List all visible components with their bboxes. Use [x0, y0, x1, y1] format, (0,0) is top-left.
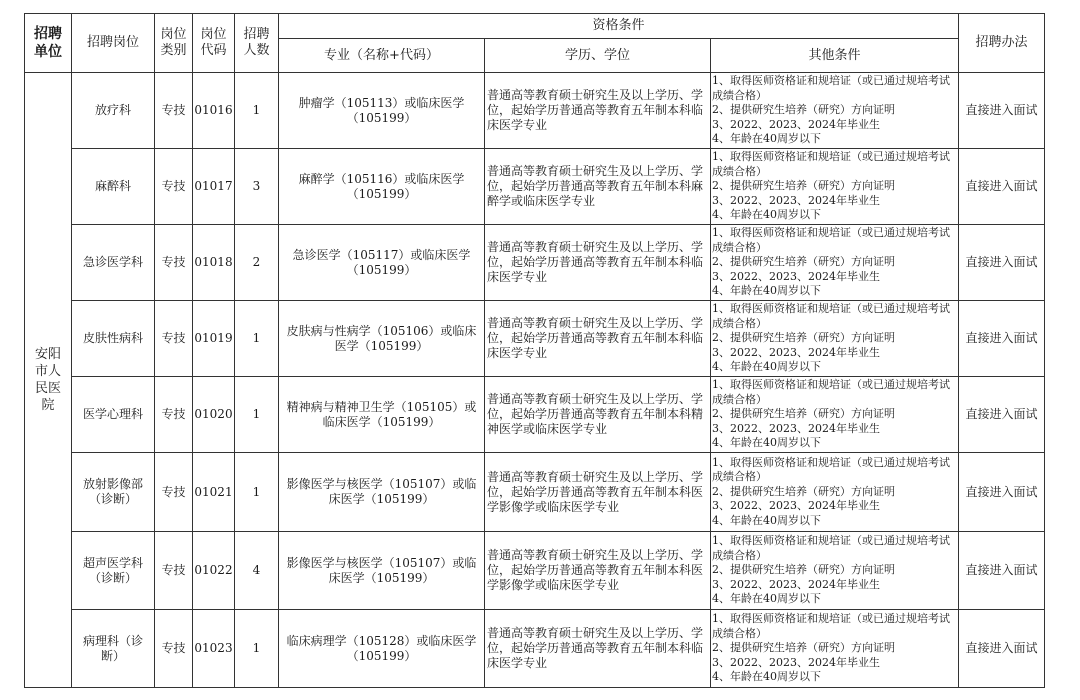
other-conditions-cell: [711, 301, 959, 377]
other-conditions-cell: [711, 149, 959, 225]
major-cell: 精神病与精神卫生学（105105）或临床医学（105199）: [279, 377, 485, 453]
code-cell: 01019: [193, 301, 235, 377]
position-cell: 病理科（诊断）: [72, 610, 155, 688]
header-education: 学历、学位: [485, 39, 711, 73]
method-cell: 直接进入面试: [959, 301, 1045, 377]
table-body: [25, 73, 1045, 688]
condition-line: 4、年龄在40周岁以下: [712, 360, 821, 374]
category-cell: 专技: [155, 532, 193, 610]
condition-line: 3、2022、2023、2024年毕业生: [712, 499, 880, 513]
count-cell: 1: [235, 377, 279, 453]
condition-line: 1、取得医师资格证和规培证（或已通过规培考试成绩合格）: [712, 455, 950, 484]
condition-line: 1、取得医师资格证和规培证（或已通过规培考试成绩合格）: [712, 378, 950, 406]
major-cell: 影像医学与核医学（105107）或临床医学（105199）: [279, 532, 485, 610]
position-cell: 急诊医学科: [72, 225, 155, 301]
other-conditions-cell: [711, 73, 959, 149]
table-row: [25, 149, 1045, 225]
condition-line: 4、年龄在40周岁以下: [712, 670, 821, 684]
category-cell: 专技: [155, 225, 193, 301]
other-conditions-cell: [711, 377, 959, 453]
condition-line: 3、2022、2023、2024年毕业生: [712, 269, 880, 283]
condition-line: 3、2022、2023、2024年毕业生: [712, 345, 880, 359]
condition-line: 4、年龄在40周岁以下: [712, 132, 821, 146]
header-qualifications: 资格条件: [279, 14, 959, 39]
category-cell: 专技: [155, 610, 193, 688]
major-cell: 急诊医学（105117）或临床医学（105199）: [279, 225, 485, 301]
category-cell: 专技: [155, 377, 193, 453]
table-row: [25, 532, 1045, 610]
education-cell: 普通高等教育硕士研究生及以上学历、学位，起始学历普通高等教育五年制本科临床医学专业: [485, 73, 711, 149]
condition-line: 2、提供研究生培养（研究）方向证明: [712, 484, 895, 498]
method-cell: 直接进入面试: [959, 453, 1045, 532]
position-cell: 麻醉科: [72, 149, 155, 225]
education-cell: 普通高等教育硕士研究生及以上学历、学位，起始学历普通高等教育五年制本科临床医学专业: [485, 225, 711, 301]
condition-line: 3、2022、2023、2024年毕业生: [712, 117, 880, 131]
category-cell: 专技: [155, 149, 193, 225]
code-cell: 01022: [193, 532, 235, 610]
method-cell: 直接进入面试: [959, 149, 1045, 225]
education-cell: 普通高等教育硕士研究生及以上学历、学位，起始学历普通高等教育五年制本科麻醉学或临床医学专业: [485, 149, 711, 225]
category-cell: 专技: [155, 301, 193, 377]
header-position: 招聘岗位: [72, 14, 155, 73]
method-cell: 直接进入面试: [959, 377, 1045, 453]
major-cell: 影像医学与核医学（105107）或临床医学（105199）: [279, 453, 485, 532]
code-cell: 01018: [193, 225, 235, 301]
header-unit: 招聘 单位: [25, 14, 72, 73]
condition-line: 4、年龄在40周岁以下: [712, 436, 821, 450]
count-cell: 4: [235, 532, 279, 610]
position-cell: 皮肤性病科: [72, 301, 155, 377]
education-cell: 普通高等教育硕士研究生及以上学历、学位，起始学历普通高等教育五年制本科临床医学专业: [485, 301, 711, 377]
condition-line: 3、2022、2023、2024年毕业生: [712, 577, 880, 591]
code-cell: 01023: [193, 610, 235, 688]
position-cell: 医学心理科: [72, 377, 155, 453]
condition-line: 3、2022、2023、2024年毕业生: [712, 421, 880, 435]
condition-line: 4、年龄在40周岁以下: [712, 513, 821, 527]
code-cell: 01021: [193, 453, 235, 532]
count-cell: 3: [235, 149, 279, 225]
education-cell: 普通高等教育硕士研究生及以上学历、学位，起始学历普通高等教育五年制本科精神医学或临床医学专业: [485, 377, 711, 453]
condition-line: 1、取得医师资格证和规培证（或已通过规培考试成绩合格）: [712, 74, 950, 102]
condition-line: 2、提供研究生培养（研究）方向证明: [712, 103, 895, 117]
condition-line: 1、取得医师资格证和规培证（或已通过规培考试成绩合格）: [712, 534, 950, 562]
condition-line: 4、年龄在40周岁以下: [712, 284, 821, 298]
table-row: [25, 377, 1045, 453]
condition-line: 1、取得医师资格证和规培证（或已通过规培考试成绩合格）: [712, 302, 950, 330]
condition-line: 2、提供研究生培养（研究）方向证明: [712, 331, 895, 345]
category-cell: 专技: [155, 453, 193, 532]
other-conditions-cell: [711, 225, 959, 301]
education-cell: 普通高等教育硕士研究生及以上学历、学位，起始学历普通高等教育五年制本科医学影像学或临床医学专业: [485, 532, 711, 610]
position-cell: 超声医学科（诊断）: [72, 532, 155, 610]
table-row: [25, 453, 1045, 532]
condition-line: 2、提供研究生培养（研究）方向证明: [712, 407, 895, 421]
header-major: 专业（名称+代码）: [279, 39, 485, 73]
count-cell: 2: [235, 225, 279, 301]
major-cell: 临床病理学（105128）或临床医学（105199）: [279, 610, 485, 688]
count-cell: 1: [235, 453, 279, 532]
major-cell: 麻醉学（105116）或临床医学（105199）: [279, 149, 485, 225]
condition-line: 1、取得医师资格证和规培证（或已通过规培考试成绩合格）: [712, 150, 950, 178]
major-cell: 皮肤病与性病学（105106）或临床医学（105199）: [279, 301, 485, 377]
condition-line: 2、提供研究生培养（研究）方向证明: [712, 641, 895, 655]
code-cell: 01020: [193, 377, 235, 453]
condition-line: 1、取得医师资格证和规培证（或已通过规培考试成绩合格）: [712, 226, 950, 254]
condition-line: 2、提供研究生培养（研究）方向证明: [712, 563, 895, 577]
education-cell: 普通高等教育硕士研究生及以上学历、学位，起始学历普通高等教育五年制本科临床医学专业: [485, 610, 711, 688]
table-row: [25, 301, 1045, 377]
major-cell: 肿瘤学（105113）或临床医学（105199）: [279, 73, 485, 149]
position-cell: 放疗科: [72, 73, 155, 149]
count-cell: 1: [235, 73, 279, 149]
table-row: [25, 610, 1045, 688]
other-conditions-cell: [711, 453, 959, 532]
condition-line: 2、提供研究生培养（研究）方向证明: [712, 179, 895, 193]
method-cell: 直接进入面试: [959, 532, 1045, 610]
condition-line: 4、年龄在40周岁以下: [712, 592, 821, 606]
category-cell: 专技: [155, 73, 193, 149]
code-cell: 01016: [193, 73, 235, 149]
table-row: [25, 73, 1045, 149]
table-row: [25, 225, 1045, 301]
recruitment-table: [24, 13, 1045, 688]
header-method: 招聘办法: [959, 14, 1045, 73]
header-count: 招聘 人数: [235, 14, 279, 73]
other-conditions-cell: [711, 610, 959, 688]
code-cell: 01017: [193, 149, 235, 225]
method-cell: 直接进入面试: [959, 73, 1045, 149]
count-cell: 1: [235, 301, 279, 377]
other-conditions-cell: [711, 532, 959, 610]
condition-line: 4、年龄在40周岁以下: [712, 208, 821, 222]
header-category: 岗位 类别: [155, 14, 193, 73]
method-cell: 直接进入面试: [959, 610, 1045, 688]
condition-line: 1、取得医师资格证和规培证（或已通过规培考试成绩合格）: [712, 612, 950, 640]
header-code: 岗位 代码: [193, 14, 235, 73]
count-cell: 1: [235, 610, 279, 688]
education-cell: 普通高等教育硕士研究生及以上学历、学位，起始学历普通高等教育五年制本科医学影像学或临床医学专业: [485, 453, 711, 532]
condition-line: 3、2022、2023、2024年毕业生: [712, 655, 880, 669]
condition-line: 2、提供研究生培养（研究）方向证明: [712, 255, 895, 269]
condition-line: 3、2022、2023、2024年毕业生: [712, 193, 880, 207]
method-cell: 直接进入面试: [959, 225, 1045, 301]
unit-name: 安阳市人民医院: [25, 73, 72, 688]
header-other: 其他条件: [711, 39, 959, 73]
position-cell: 放射影像部（诊断）: [72, 453, 155, 532]
